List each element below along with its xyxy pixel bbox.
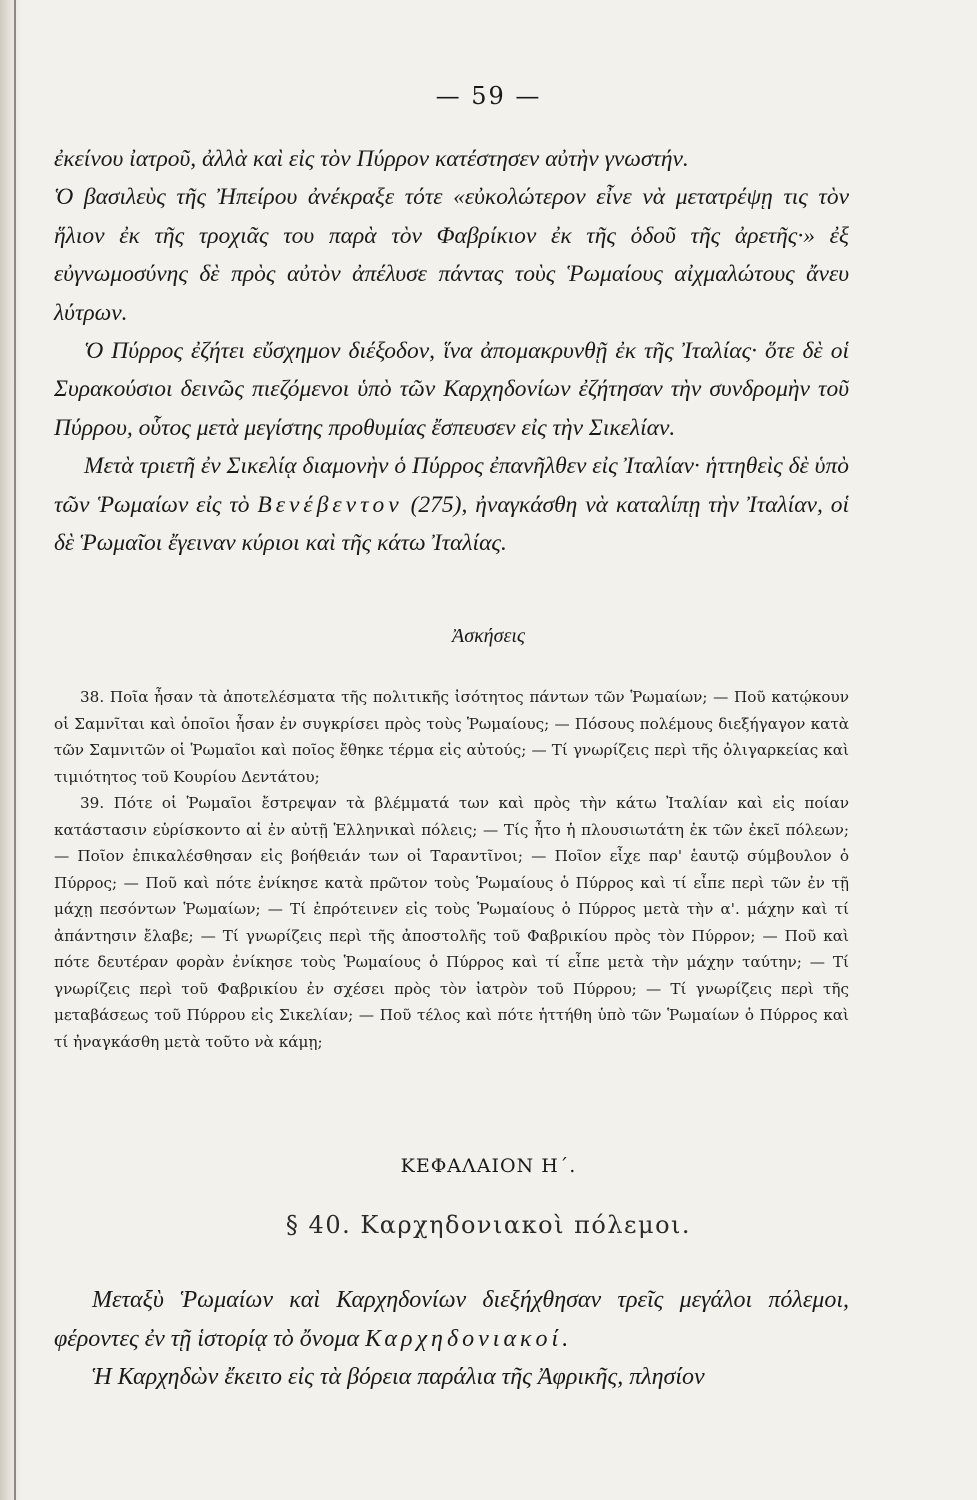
section-heading: § 40. Καρχηδονιακοὶ πόλεμοι. (285, 1211, 692, 1239)
chapter-text (54, 1281, 849, 1397)
exercises-block (54, 684, 849, 1055)
binding-line (14, 0, 16, 1500)
beneventum-text-end: (275), ἠναγκάσθη νὰ καταλίπῃ τὴν Ἰταλίαν, οἱ δὲ Ῥωμαῖοι ἔγειναν κύριοι καὶ τῆς κάτω Ἰταλίας. (54, 491, 850, 557)
beneventum-text-start: Μετὰ τριετῆ ἐν Σικελίᾳ διαμονὴν ὁ Πύρρος ἐπανῆλθεν εἰς Ἰταλίαν· ἡττηθεὶς δὲ ὑπὸ τῶν Ῥωμαίων εἰς τὸ (54, 453, 849, 518)
exercises-heading: Ἀσκήσεις (451, 625, 526, 647)
main-text (54, 140, 849, 562)
term-karchedoniakoi: Καρχηδονιακοί. (365, 1325, 573, 1352)
exercise-38: 38. Ποῖα ἦσαν τὰ ἀποτελέσματα τῆς πολιτικῆς ἰσότητος πάντων τῶν Ῥωμαίων; — Ποῦ κατῴκουν οἱ Σαμνῖται καὶ ὁποῖοι ἦσαν ἐν συγκρίσει πρὸς τοὺς Ῥωμαίους; — Πόσους πολέμους διεξήγαγον κατὰ τῶν Σαμνιτῶν οἱ Ῥωμαῖοι καὶ ποῖος ἔθηκε τέρμα εἰς αὐτούς; — Τί γνωρίζεις περὶ τῆς ὀλιγαρκείας καὶ τιμιότητος τοῦ Κουρίου Δεντάτου; (54, 688, 849, 786)
paragraph-continuation: ἐκείνου ἰατροῦ, ἀλλὰ καὶ εἰς τὸν Πύρρον κατέστησεν αὐτὴν γνωστήν. (54, 146, 689, 172)
paragraph-carthage: Ἡ Καρχηδὼν ἔκειτο εἰς τὰ βόρεια παράλια τῆς Ἀφρικῆς, πλησίον (92, 1364, 705, 1390)
page-number: — 59 — (435, 82, 542, 110)
chapter-heading: ΚΕΦΑΛΑΙΟΝ Η΄. (400, 1155, 577, 1177)
paragraph-sicily: Ὁ Πύρρος ἐζήτει εὔσχημον διέξοδον, ἵνα ἀπομακρυνθῇ ἐκ τῆς Ἰταλίας· ὅτε δὲ οἱ Συρακούσιοι δεινῶς πιεζόμενοι ὑπὸ τῶν Καρχηδονίων ἐζήτησαν τὴν συνδρομὴν τοῦ Πύρρου, οὗτος μετὰ μεγίστης προθυμίας ἔσπευσεν εἰς τὴν Σικελίαν. (54, 338, 849, 441)
paragraph-beneventum (54, 447, 849, 562)
page-edge-shadow (0, 0, 22, 1500)
paragraph-punic-wars (54, 1281, 849, 1358)
punic-wars-text: Μεταξὺ Ῥωμαίων καὶ Καρχηδονίων διεξήχθησαν τρεῖς μεγάλοι πόλεμοι, φέροντες ἐν τῇ ἱστορίᾳ τὸ ὄνομα (54, 1287, 849, 1352)
exercise-39: 39. Πότε οἱ Ῥωμαῖοι ἔστρεψαν τὰ βλέμματά των καὶ πρὸς τὴν κάτω Ἰταλίαν καὶ εἰς ποίαν κατάστασιν εὑρίσκοντο αἱ ἐν αὐτῇ Ἑλληνικαὶ πόλεις; — Τίς ἦτο ἡ πλουσιωτάτη ἐκ τῶν ἐκεῖ πόλεων; — Ποῖον ἐπικαλέσθησαν εἰς βοήθειάν των οἱ Ταραντῖνοι; — Ποῖον εἶχε παρ' ἑαυτῷ σύμβουλον ὁ Πύρρος; — Ποῦ καὶ πότε ἐνίκησε κατὰ πρῶτον τοὺς Ῥωμαίους ὁ Πύρρος καὶ τί εἶπε περὶ τῶν ἐν τῇ μάχῃ πεσόντων Ῥωμαίων; — Τί ἐπρότεινεν εἰς τοὺς Ῥωμαίους ὁ Πύρρος μετὰ τὴν α'. μάχην καὶ τί ἀπάντησιν ἔλαβε; — Τί γνωρίζεις περὶ τῆς ἀποστολῆς τοῦ Φαβρικίου πρὸς τὸν Πύρρον; — Ποῦ καὶ πότε δευτέραν φορὰν ἐνίκησε τοὺς Ῥωμαίους ὁ Πύρρος καὶ τί εἶπε μετὰ τὴν μάχην ταύτην; — Τί γνωρίζεις περὶ τοῦ Φαβρικίου ἐν σχέσει πρὸς τὸν ἰατρὸν τοῦ Πύρρου; — Τί γνωρίζεις περὶ τῆς μεταβάσεως τοῦ Πύρρου εἰς Σικελίαν; — Ποῦ τέλος καὶ πότε ἡττήθη ὑπὸ τῶν Ῥωμαίων ὁ Πύρρος καὶ τί ἠναγκάσθη μετὰ τοῦτο νὰ κάμῃ; (54, 794, 849, 1051)
place-name-beneventum: Βενέβεντον (257, 491, 403, 518)
paragraph-pyrrhus-exclamation: Ὁ βασιλεὺς τῆς Ἠπείρου ἀνέκραξε τότε «εὐκολώτερον εἶνε νὰ μετατρέψῃ τις τὸν ἥλιον ἐκ τῆς τροχιᾶς του παρὰ τὸν Φαβρίκιον ἐκ τῆς ὁδοῦ τῆς ἀρετῆς·» ἐξ εὐγνωμοσύνης δὲ πρὸς αὐτὸν ἀπέλυσε πάντας τοὺς Ῥωμαίους αἰχμαλώτους ἄνευ λύτρων. (54, 184, 849, 326)
